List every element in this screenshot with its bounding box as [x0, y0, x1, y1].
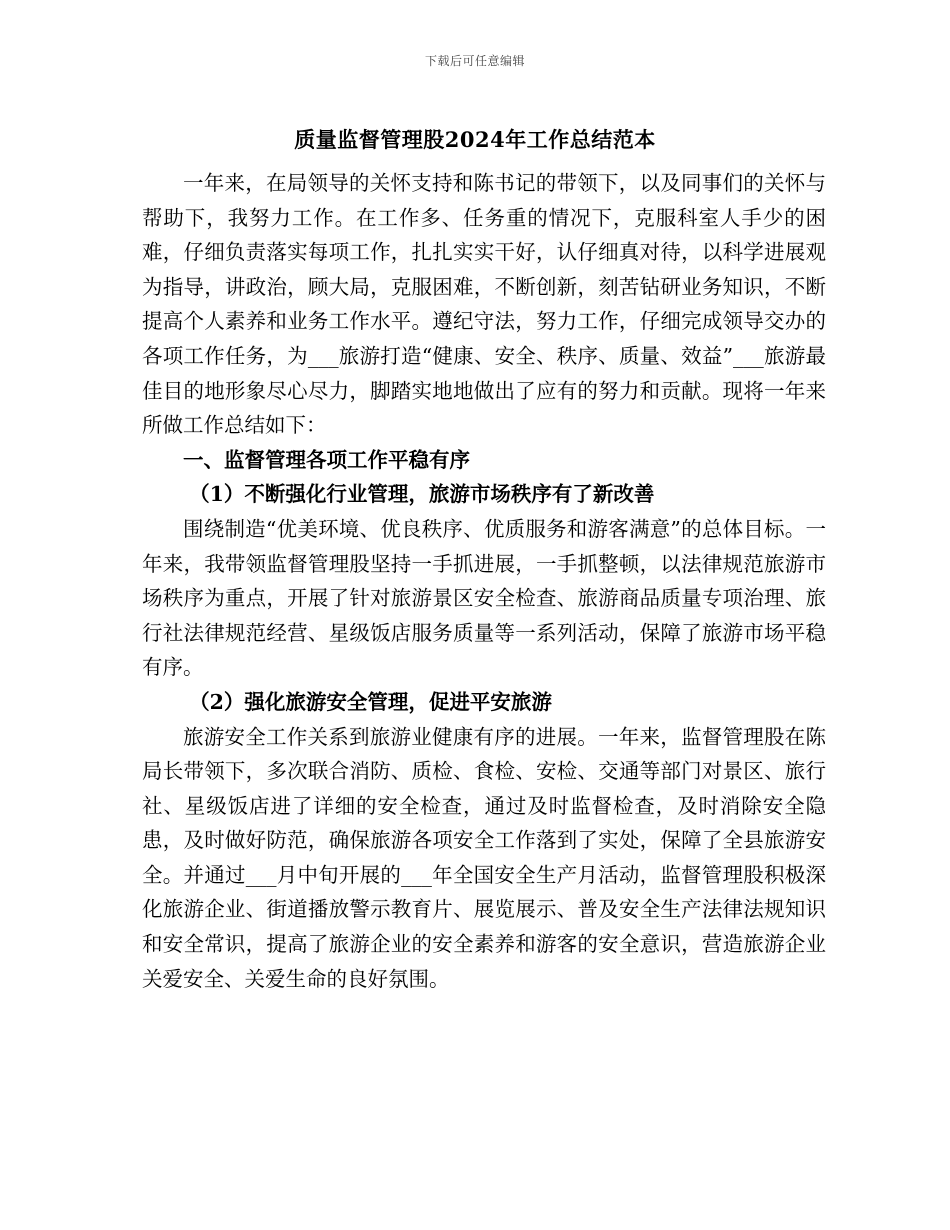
subsection-1-paragraph: 围绕制造“优美环境、优良秩序、优质服务和游客满意”的总体目标。一年来，我带领监督管理股坚持一手抓进展，一手抓整顿，以法律规范旅游市场秩序为重点，开展了针对旅游景区安全检查、旅游商品质量专项治理、旅行社法律规范经营、星级饭店服务质量等一系列活动，保障了旅游市场平稳有序。: [142, 516, 826, 680]
document-title: 质量监督管理股2024年工作总结范本: [294, 127, 656, 152]
intro-paragraph: 一年来，在局领导的关怀支持和陈书记的带领下，以及同事们的关怀与帮助下，我努力工作。在工作多、任务重的情况下，克服科室人手少的困难，仔细负责落实每项工作，扎扎实实干好，认仔细真对待，以科学进展观为指导，讲政治，顾大局，克服困难，不断创新，刻苦钻研业务知识，不断提高个人素养和业务工作水平。遵纪守法，努力工作，仔细完成领导交办的各项工作任务，为___旅游打造“健康、安全、秩序、质量、效益”___旅游最佳目的地形象尽心尽力，脚踏实地地做出了应有的努力和贡献。现将一年来所做工作总结如下：: [142, 171, 826, 438]
subsection-2-paragraph: 旅游安全工作关系到旅游业健康有序的进展。一年来，监督管理股在陈局长带领下，多次联合消防、质检、食检、安检、交通等部门对景区、旅行社、星级饭店进了详细的安全检查，通过及时监督检查，及时消除安全隐患，及时做好防范，确保旅游各项安全工作落到了实处，保障了全县旅游安全。并通过___月中旬开展的___年全国安全生产月活动，监督管理股积极深化旅游企业、街道播放警示教育片、展览展示、普及安全生产法律法规知识和安全常识，提高了旅游企业的安全素养和游客的安全意识，营造旅游企业关爱安全、关爱生命的良好氛围。: [142, 724, 826, 991]
section-1-heading: 一、监督管理各项工作平稳有序: [183, 447, 470, 472]
subsection-1-heading: （1）不断强化行业管理，旅游市场秩序有了新改善: [189, 482, 655, 507]
document-body: [142, 166, 826, 996]
header-note: 下载后可任意编辑: [424, 54, 525, 68]
subsection-2-heading: （2）强化旅游安全管理，促进平安旅游: [189, 689, 552, 714]
